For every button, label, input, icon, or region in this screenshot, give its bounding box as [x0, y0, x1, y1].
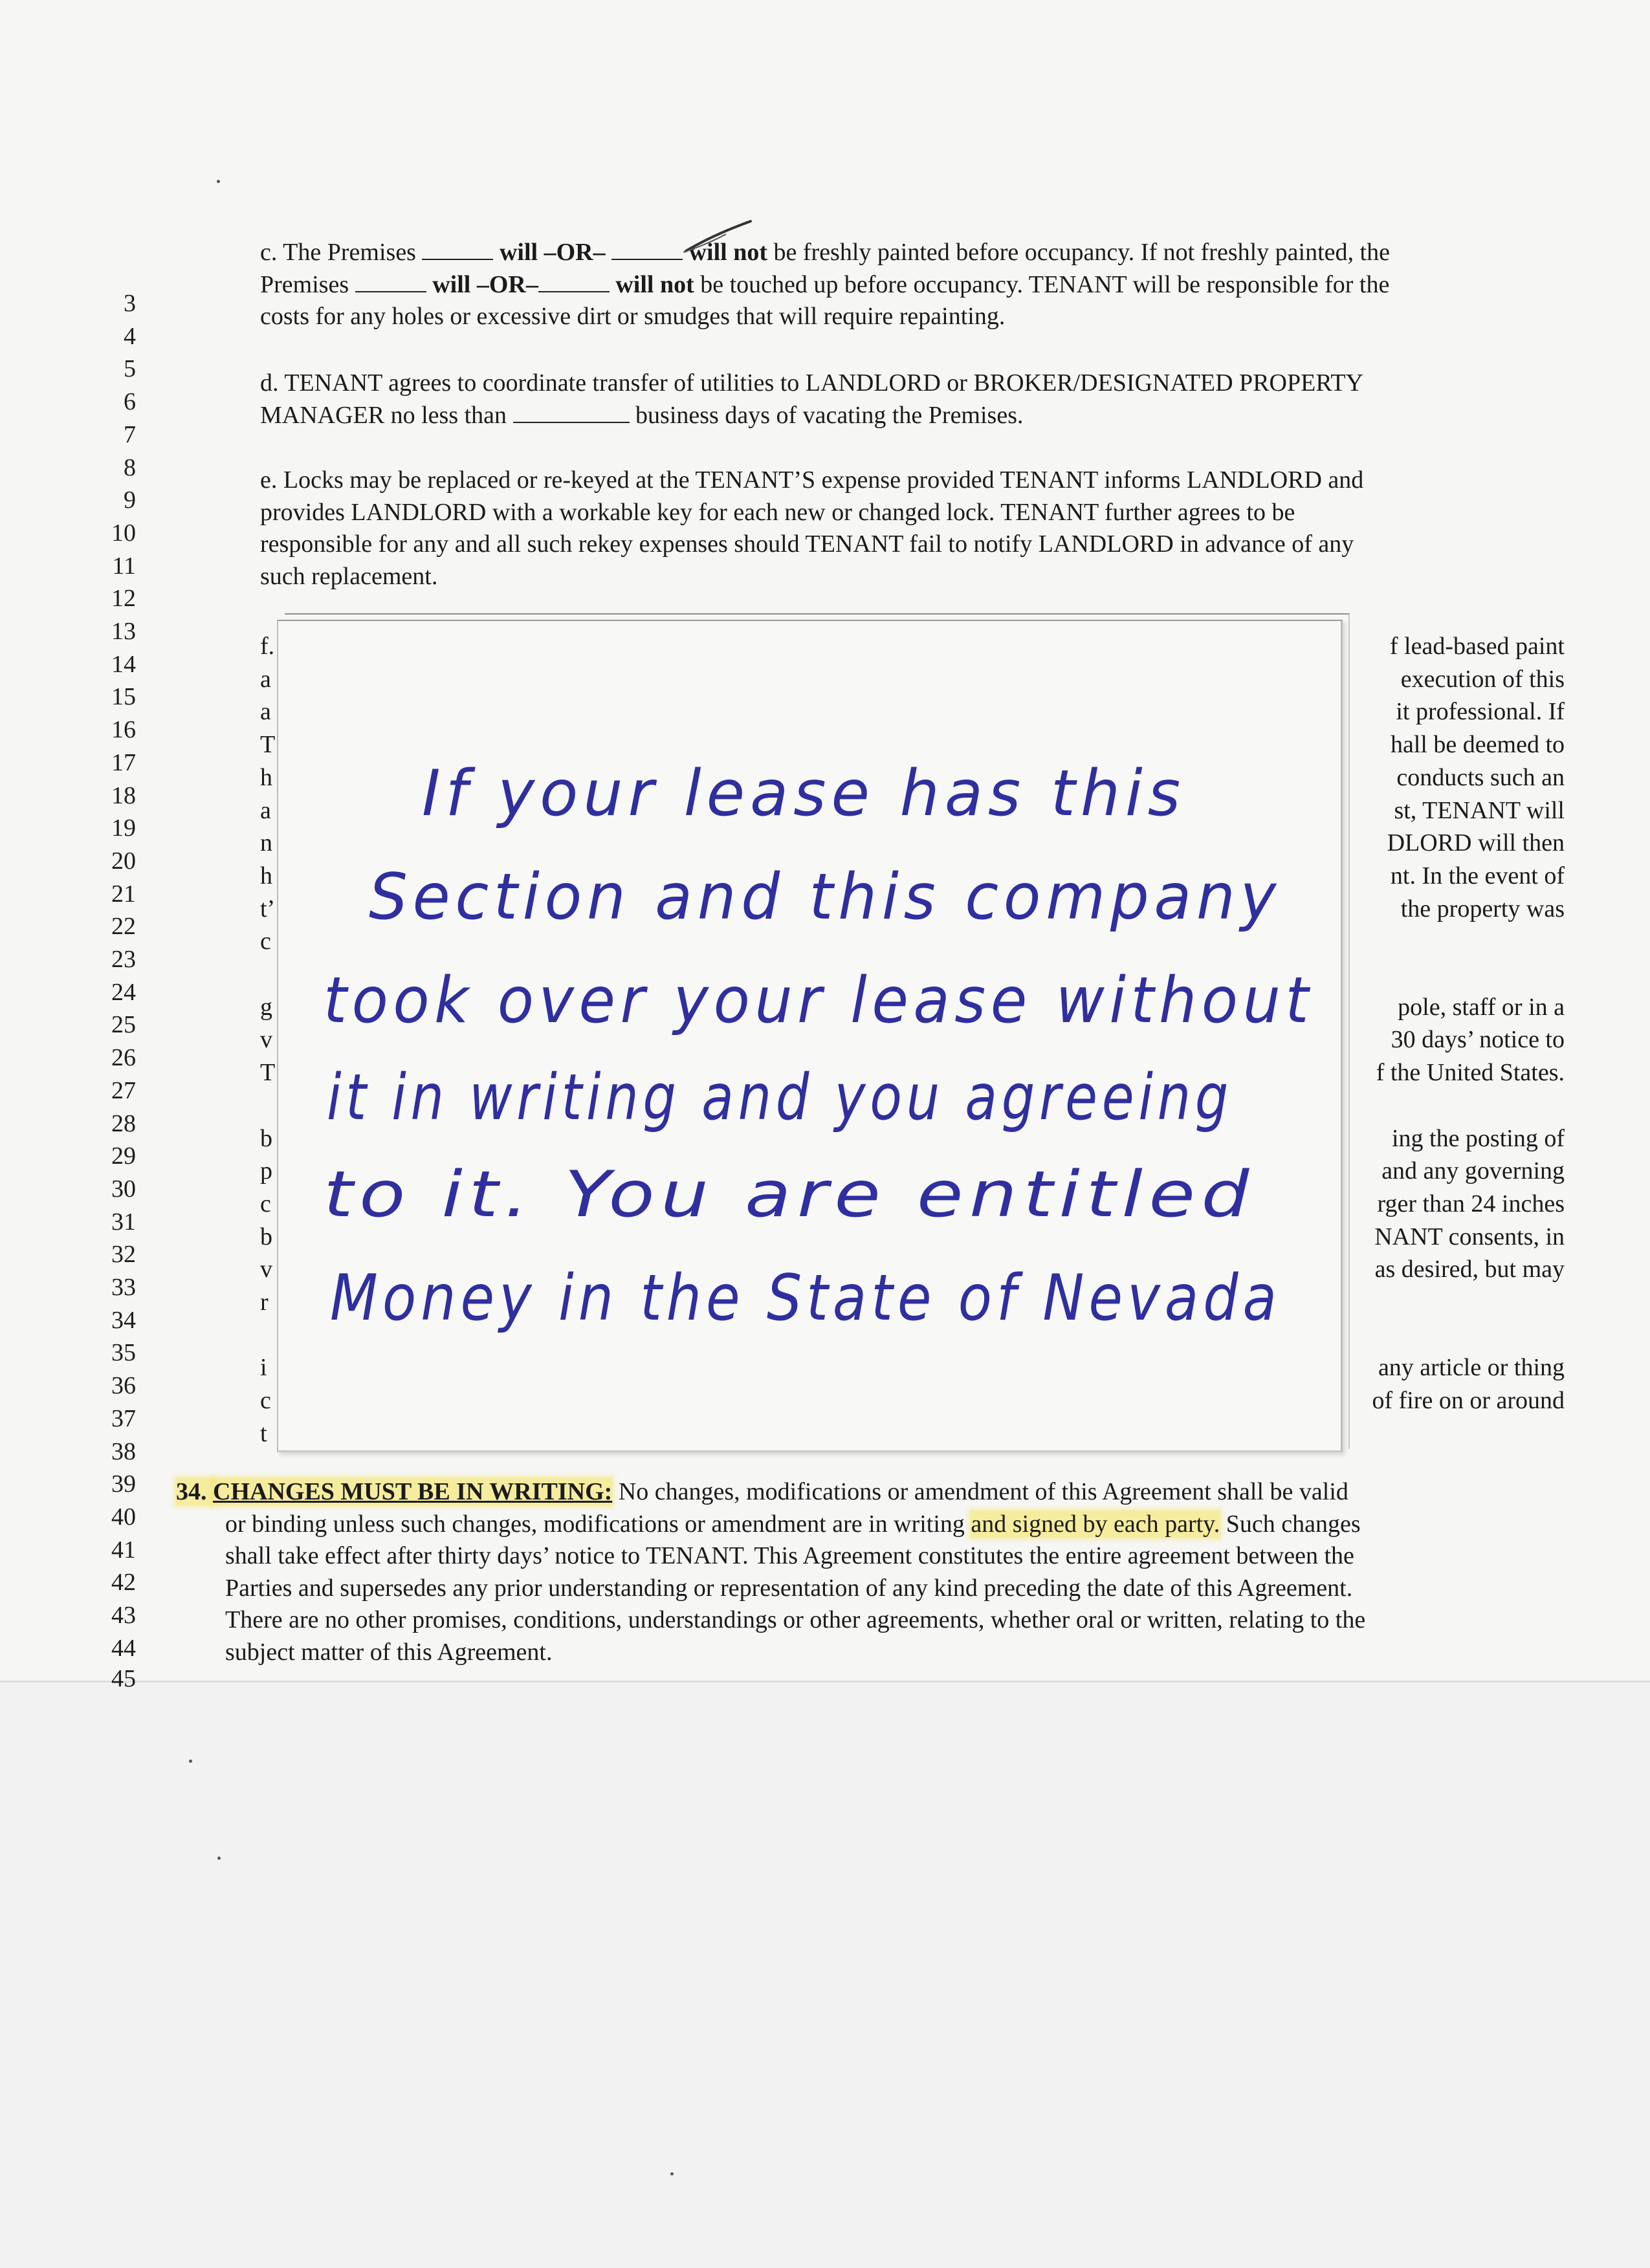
covered-fragment-left: g	[260, 993, 272, 1021]
note-line-6: Money in the State of Nevada	[330, 1261, 1281, 1335]
text: Such changes	[1220, 1510, 1361, 1538]
section-number: 34.	[176, 1478, 213, 1505]
note-line-1: If your lease has this	[422, 757, 1185, 831]
covered-fragment-left: c	[260, 928, 271, 955]
line-number: 43	[111, 1602, 136, 1629]
line-number: 3	[124, 290, 136, 317]
line-number: 39	[111, 1470, 136, 1498]
covered-fragment-right: of fire on or around	[1372, 1387, 1565, 1415]
line-number: 26	[111, 1044, 136, 1072]
line-number: 15	[111, 683, 136, 711]
text: No changes, modifications or amendment of this Agreement shall be valid	[612, 1478, 1348, 1505]
covered-fragment-left: f.	[260, 633, 275, 660]
note-line-2: Section and this company	[369, 860, 1281, 934]
covered-fragment-right: the property was	[1400, 895, 1565, 922]
line-number: 7	[124, 420, 136, 448]
highlighted-text: and signed by each party.	[971, 1510, 1220, 1538]
covered-fragment-right: NANT consents, in	[1374, 1223, 1565, 1250]
covered-fragment-left: a	[260, 698, 271, 726]
text: MANAGER no less than	[260, 401, 513, 429]
covered-fragment-right: and any governing	[1381, 1157, 1565, 1185]
note-line-3: took over your lease without	[324, 964, 1314, 1038]
line-number: 36	[111, 1372, 136, 1400]
covered-fragment-left: T	[260, 731, 276, 759]
covered-fragment-left: t	[260, 1419, 267, 1447]
covered-fragment-right: any article or thing	[1378, 1354, 1565, 1382]
blank-field	[538, 290, 610, 292]
covered-fragment-right: pole, staff or in a	[1398, 993, 1565, 1021]
blank-field	[513, 421, 630, 423]
covered-fragment-right: it professional. If	[1396, 698, 1565, 726]
handwritten-note	[277, 620, 1343, 1452]
line-number: 10	[111, 519, 136, 547]
covered-fragment-left: a	[260, 665, 271, 693]
line-number: 21	[111, 880, 136, 908]
section-heading: CHANGES MUST BE IN WRITING:	[213, 1478, 613, 1505]
covered-fragment-left: v	[260, 1026, 272, 1054]
section-c-line-2	[260, 269, 1554, 301]
covered-fragment-right: hall be deemed to	[1390, 731, 1565, 759]
line-number: 20	[111, 847, 136, 875]
section-c-line-1	[260, 237, 1554, 269]
line-number: 27	[111, 1076, 136, 1104]
section-c	[260, 237, 1554, 333]
handwriting	[278, 621, 1341, 1450]
section-34-body	[176, 1509, 1570, 1669]
line-number: 33	[111, 1274, 136, 1301]
line-number: 16	[111, 716, 136, 744]
line-number: 17	[111, 748, 136, 776]
line-number: 25	[111, 1011, 136, 1039]
covered-fragment-right: nt. In the event of	[1390, 862, 1565, 889]
covered-fragment-left: t’	[260, 895, 276, 922]
section-34-line-6: subject matter of this Agreement.	[225, 1638, 553, 1666]
covered-fragment-left: i	[260, 1354, 267, 1382]
covered-fragment-left: T	[260, 1059, 276, 1087]
covered-fragment-right: ing the posting of	[1391, 1124, 1565, 1152]
covered-fragment-right: DLORD will then	[1387, 829, 1565, 857]
scan-speck	[217, 180, 220, 183]
line-number: 11	[112, 552, 136, 580]
covered-fragment-left: v	[260, 1256, 272, 1283]
covered-fragment-left: c	[260, 1387, 271, 1415]
line-number: 29	[111, 1142, 136, 1170]
line-number: 30	[111, 1175, 136, 1203]
text: will not	[609, 270, 694, 298]
covered-fragment-left: b	[260, 1124, 272, 1152]
text: be freshly painted before occupancy. If not freshly painted, the	[767, 239, 1390, 266]
line-number: 37	[111, 1404, 136, 1432]
line-number: 18	[111, 781, 136, 809]
line-number: 32	[111, 1241, 136, 1269]
text: will not	[683, 239, 768, 266]
line-number: 12	[111, 585, 136, 613]
line-number: 13	[111, 618, 136, 645]
section-34-line-3: shall take effect after thirty days’ notice to TENANT. This Agreement constitutes the entire agreement between the	[225, 1542, 1354, 1569]
covered-fragment-right: execution of this	[1400, 665, 1565, 693]
line-number: 19	[111, 814, 136, 842]
text: c. The Premises	[260, 239, 423, 266]
line-number: 23	[111, 946, 136, 973]
line-number: 34	[111, 1306, 136, 1334]
covered-fragment-right: as desired, but may	[1374, 1256, 1565, 1283]
section-e-line-2: provides LANDLORD with a workable key for each new or changed lock. TENANT further agrees to be	[260, 498, 1295, 526]
covered-fragment-left: h	[260, 862, 272, 889]
line-number: 8	[124, 453, 136, 481]
line-number: 5	[124, 355, 136, 383]
text: will –OR–	[493, 239, 612, 266]
covered-fragment-left: r	[260, 1289, 269, 1316]
line-number: 41	[111, 1536, 136, 1564]
checkmark-mark	[681, 219, 758, 257]
section-d-line-1: d. TENANT agrees to coordinate transfer of utilities to LANDLORD or BROKER/DESIGNATED PROPERTY	[260, 369, 1364, 397]
section-34-line-1	[176, 1476, 1570, 1509]
section-e-line-3: responsible for any and all such rekey expenses should TENANT fail to notify LANDLORD in advance of any	[260, 530, 1354, 558]
scan-speck	[189, 1760, 192, 1763]
covered-fragment-left: h	[260, 763, 272, 791]
section-34-line-2	[225, 1509, 1570, 1541]
covered-fragment-left: n	[260, 829, 272, 857]
blank-field	[611, 258, 683, 260]
covered-fragment-right: f lead-based paint	[1389, 633, 1565, 660]
blank-field	[355, 290, 426, 292]
section-c-line-3: costs for any holes or excessive dirt or smudges that will require repainting.	[260, 303, 1006, 330]
line-number: 35	[111, 1339, 136, 1367]
line-number: 44	[111, 1634, 136, 1662]
section-34-line-4: Parties and supersedes any prior understanding or representation of any kind preceding the date of this Agreement.	[225, 1574, 1353, 1602]
line-number: 42	[111, 1569, 136, 1597]
covered-fragment-right: st, TENANT will	[1394, 796, 1565, 824]
covered-fragment-right: conducts such an	[1396, 763, 1565, 791]
text: Premises	[260, 270, 355, 298]
blank-field	[422, 258, 493, 260]
line-number: 38	[111, 1437, 136, 1465]
scan-speck	[670, 2172, 674, 2175]
covered-fragment-left: c	[260, 1190, 271, 1217]
line-number: 22	[111, 913, 136, 941]
covered-fragment-right: rger than 24 inches	[1377, 1190, 1565, 1217]
covered-fragment-left: p	[260, 1157, 272, 1185]
line-number: 14	[111, 650, 136, 678]
scan-speck	[217, 1857, 221, 1860]
line-number: 31	[111, 1208, 136, 1236]
section-d	[260, 367, 1554, 431]
text: will –OR–	[426, 270, 538, 298]
text: or binding unless such changes, modifications or amendment are in writing	[225, 1510, 971, 1538]
line-number: 40	[111, 1503, 136, 1531]
line-number: 45	[111, 1665, 136, 1692]
note-line-5: to it. You are entitled	[324, 1158, 1255, 1232]
covered-fragment-right: 30 days’ notice to	[1391, 1026, 1565, 1054]
line-number: 4	[124, 322, 136, 350]
line-number: 28	[111, 1109, 136, 1137]
section-e-line-1: e. Locks may be replaced or re-keyed at the TENANT’S expense provided TENANT informs LANDLORD and	[260, 466, 1364, 494]
covered-fragment-left: b	[260, 1223, 272, 1250]
line-number: 6	[124, 388, 136, 416]
section-d-line-2	[260, 400, 1554, 432]
line-number: 24	[111, 978, 136, 1006]
covered-fragment-left: a	[260, 796, 271, 824]
text: business days of vacating the Premises.	[629, 401, 1024, 429]
line-number: 9	[124, 486, 136, 514]
section-34-line-5: There are no other promises, conditions, understandings or other agreements, whether oral or written, relating to the	[225, 1606, 1366, 1633]
section-e	[260, 464, 1556, 593]
note-line-4: it in writing and you agreeing	[327, 1061, 1233, 1135]
section-e-line-4: such replacement.	[260, 562, 438, 590]
covered-fragment-right: f the United States.	[1376, 1059, 1565, 1087]
text: be touched up before occupancy. TENANT will be responsible for the	[694, 270, 1390, 298]
section-34	[176, 1476, 1570, 1668]
